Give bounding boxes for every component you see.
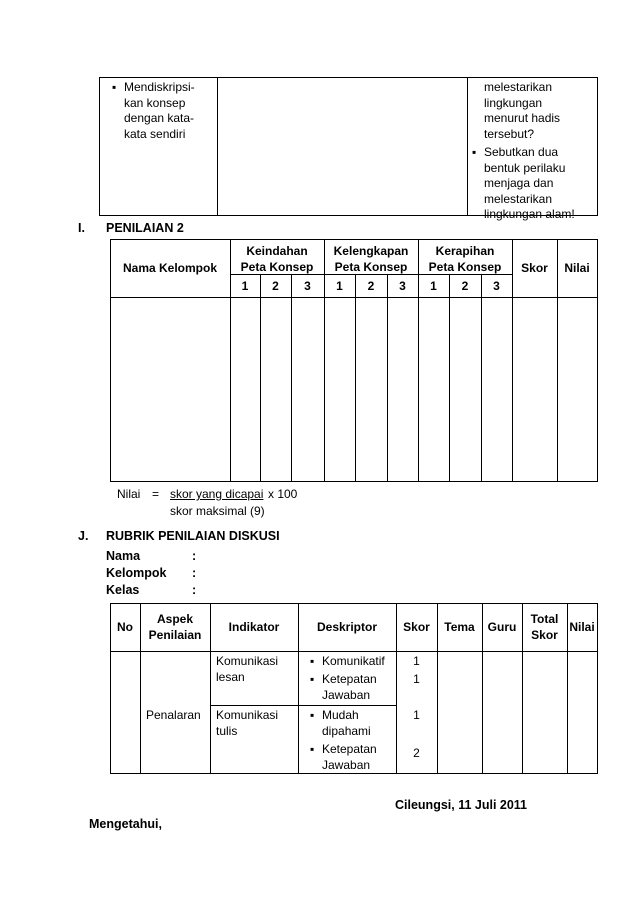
skor-value: 2 — [413, 746, 420, 760]
aspek-penalaran: Penalaran — [146, 708, 201, 722]
field-nama-label: Nama — [106, 549, 141, 563]
desc-ketepatan-1: ▪ Ketepatan Jawaban — [322, 672, 377, 703]
sub-col-1: 1 — [241, 279, 249, 293]
indikator-lesan: Komunikasi lesan — [216, 654, 279, 684]
sub-col-3: 3 — [493, 279, 500, 293]
col-kelengkapan: Kelengkapan Peta Konsep — [333, 244, 409, 274]
sub-col-1: 1 — [430, 279, 437, 293]
sub-col-3: 3 — [399, 279, 406, 293]
sub-col-2: 2 — [367, 279, 375, 293]
formula-label: Nilai — [117, 487, 141, 501]
sub-col-2: 2 — [461, 279, 469, 293]
col-keindahan: Keindahan Peta Konsep — [240, 244, 314, 274]
col-nama-kelompok: Nama Kelompok — [122, 261, 218, 275]
hdr-deskriptor: Deskriptor — [316, 620, 378, 634]
skor-value: 1 — [413, 672, 420, 686]
sub-col-3: 3 — [304, 279, 311, 293]
field-nama-colon: : — [192, 549, 197, 563]
section-j-title: RUBRIK PENILAIAN DISKUSI — [106, 529, 280, 543]
formula-times: x 100 — [268, 487, 298, 501]
desc-ketepatan-2: ▪ Ketepatan Jawaban — [322, 742, 377, 773]
col-kerapihan: Kerapihan Peta Konsep — [428, 244, 502, 274]
sub-col-1: 1 — [336, 279, 343, 293]
place-date: Cileungsi, 11 Juli 2011 — [395, 798, 528, 812]
hdr-tema: Tema — [444, 620, 475, 634]
field-kelompok-colon: : — [192, 566, 197, 580]
formula-numerator: skor yang dicapai — [170, 487, 264, 501]
mengetahui: Mengetahui, — [89, 817, 162, 831]
hdr-indikator: Indikator — [228, 620, 280, 634]
field-kelompok-label: Kelompok — [106, 566, 167, 580]
section-i-marker: I. — [78, 221, 85, 235]
hdr-nilai: Nilai — [569, 620, 595, 634]
col-skor: Skor — [521, 261, 548, 275]
col-nilai: Nilai — [564, 261, 590, 275]
skor-value: 1 — [413, 654, 420, 668]
sub-col-2: 2 — [272, 279, 279, 293]
field-kelas-label: Kelas — [106, 583, 140, 597]
section-j-marker: J. — [78, 529, 89, 543]
hdr-aspek-penilaian: Aspek Penilaian — [148, 612, 202, 642]
hdr-no: No — [117, 620, 133, 634]
desc-mudah-dipahami: ▪ Mudah dipahami — [322, 708, 371, 739]
hdr-skor: Skor — [403, 620, 430, 634]
formula-equals: = — [152, 487, 160, 501]
skor-value: 1 — [413, 708, 420, 722]
field-kelas-colon: : — [192, 583, 197, 597]
top-left-cell — [124, 80, 195, 142]
top-left-bullet-text: ▪ Mendiskripsi- kan konsep dengan kata- kata sendiri — [124, 80, 195, 142]
hdr-guru: Guru — [487, 620, 517, 634]
desc-komunikatif: ▪ Komunikatif — [322, 654, 385, 670]
top-right-cell: melestarikan lingkungan menurut hadis tersebut? ▪ Sebutkan dua bentuk perilaku menjaga dan melestarikan lingkungan alam! — [484, 80, 575, 223]
indikator-tulis: Komunikasi tulis — [216, 708, 279, 738]
section-i-title: PENILAIAN 2 — [106, 221, 184, 235]
formula-denominator: skor maksimal (9) — [170, 504, 265, 518]
top-right-bullet-text: ▪ Sebutkan dua bentuk perilaku menjaga dan melestarikan lingkungan alam! — [484, 145, 575, 223]
hdr-total-skor: Total Skor — [530, 612, 559, 642]
